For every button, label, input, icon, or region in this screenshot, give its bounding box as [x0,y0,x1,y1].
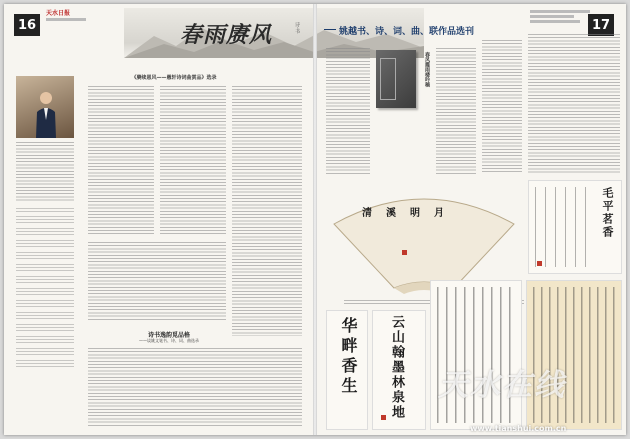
intro-column-3 [482,40,522,174]
calligraphy-couplet-left [326,310,368,430]
calligraphy-couplet-right [372,310,426,430]
calligraphy-panel-top [528,180,622,274]
fan-calligraphy: 清溪明月 [362,208,458,219]
column-title-calligraphy: 春雨赓风 [180,22,273,48]
author-photo [16,76,74,138]
column-text-5 [88,348,302,426]
panel-top-seal [537,261,542,266]
banner-title: 姚越书、诗、词、曲、联作品选刊 [339,27,475,37]
calligraphy-fan [326,184,522,294]
column-text-2 [160,86,226,236]
column-text-3 [232,86,302,336]
date-line-left [46,18,86,21]
feature-title: 《赓续恩风——愚轩诗词曲赏品》选录 [131,75,217,81]
couplet-seal [381,415,386,420]
intro-column-2 [436,48,476,174]
page-number-left: 16 [14,14,40,36]
panel-top-col-1: 毛平茗香 [601,187,614,239]
title-dash [324,29,336,30]
author-bio-text [16,142,74,202]
person-silhouette [34,90,58,138]
page-number-right: 17 [588,14,614,36]
column-text-4 [88,242,226,322]
poem-subheading: ——谈姚文笔书、诗、词、曲选录 [139,338,199,343]
header-info-right [530,10,590,23]
column-text-1 [88,86,154,236]
couplet-left-chars: 华畔香生 [339,317,358,397]
couplet-right-chars: 云山翰墨林泉地 [389,315,404,420]
poem-heading: 诗书逸韵觅品格 [147,332,190,339]
fan-seal [402,250,407,255]
intro-column-4 [528,34,620,174]
book-title: 春风霞雨楼吟稿 [424,52,430,87]
site-watermark-url: www.tianshui.com.cn [470,424,567,433]
page-gutter [313,4,317,435]
site-watermark: 天水在线 [438,368,566,403]
masthead-left: 天水日报 [46,11,71,17]
left-sidebar-index [16,208,74,418]
column-tag: 诗·书 [294,22,300,34]
calligraphy-running-panel [526,280,622,430]
calligraphy-cursive-panel [430,280,522,430]
panel-top-script [535,187,595,267]
intro-column-1 [326,48,370,174]
book-cover [376,50,416,108]
